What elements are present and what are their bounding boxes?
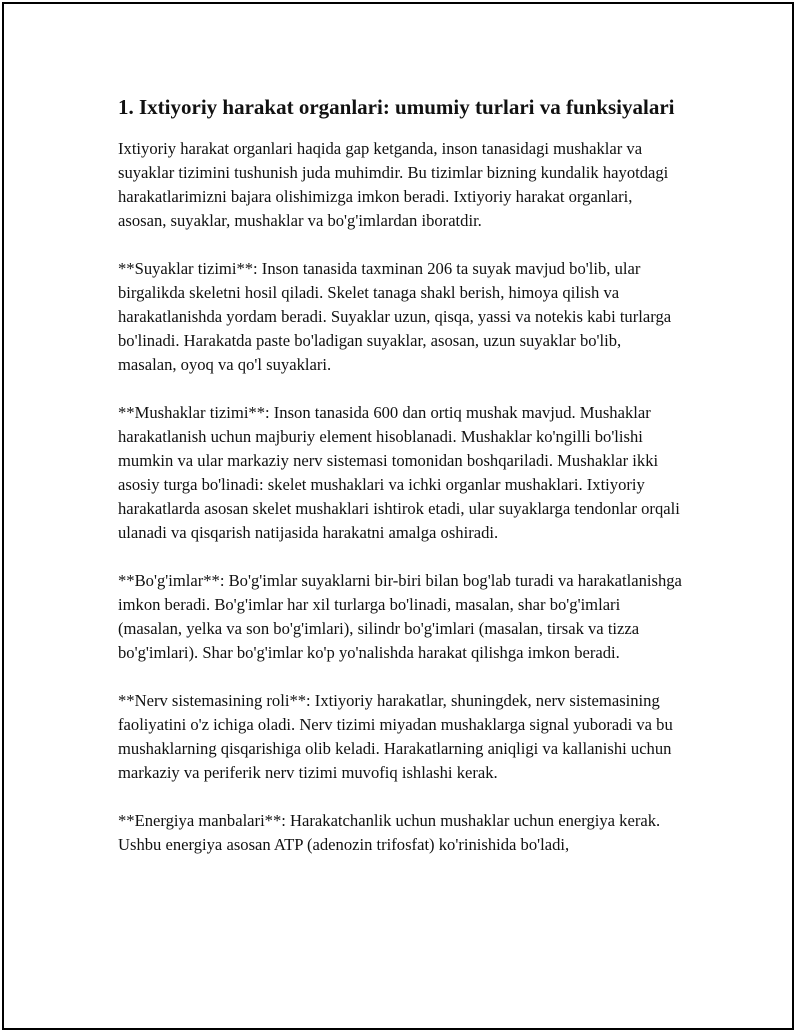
document-body (118, 93, 683, 881)
paragraph-nervous-system: **Nerv sistemasining roli**: Ixtiyoriy harakatlar, shuningdek, nerv sistemasining faoliyatini o'z ichiga oladi. Nerv tizimi miyadan mushaklarga signal yuboradi va bu mushaklarning qisqarishiga olib keladi. Harakatlarning aniqligi va kallanishi uchun markaziy va periferik nerv tizimi muvofiq ishlashi kerak. (118, 691, 673, 782)
paragraph-energy-sources: **Energiya manbalari**: Harakatchanlik uchun mushaklar uchun energiya kerak. Ushbu energiya asosan ATP (adenozin trifosfat) ko'rinishida bo'ladi, (118, 811, 661, 854)
paragraph-joints: **Bo'g'imlar**: Bo'g'imlar suyaklarni bir-biri bilan bog'lab turadi va harakatlanishga imkon beradi. Bo'g'imlar har xil turlarga bo'linadi, masalan, shar bo'g'imlari (masalan, yelka va son bo'g'imlari), silindr bo'g'imlari (masalan, tirsak va tizza bo'g'imlari). Shar bo'g'imlar ko'p yo'nalishda harakat qilishga imkon beradi. (118, 571, 682, 662)
paragraph-skeletal-system: **Suyaklar tizimi**: Inson tanasida taxminan 206 ta suyak mavjud bo'lib, ular birgalikda skeletni hosil qiladi. Skelet tanaga shakl berish, himoya qilish va harakatlanishda yordam beradi. Suyaklar uzun, qisqa, yassi va notekis kabi turlarga bo'linadi. Harakatda paste bo'ladigan suyaklar, asosan, uzun suyaklar bo'lib, masalan, oyoq va qo'l suyaklari. (118, 259, 672, 374)
paragraph-muscular-system: **Mushaklar tizimi**: Inson tanasida 600 dan ortiq mushak mavjud. Mushaklar harakatlanish uchun majburiy element hisoblanadi. Mushaklar ko'ngilli bo'lishi mumkin va ular markaziy nerv sistemasi tomonidan boshqariladi. Mushaklar ikki asosiy turga bo'linadi: skelet mushaklari va ichki organlar mushaklari. Ixtiyoriy harakatlarda asosan skelet mushaklari ishtirok etadi, ular suyaklarga tendonlar orqali ulanadi va qisqarish natijasida harakatni amalga oshiradi. (118, 403, 680, 542)
paragraph-intro: Ixtiyoriy harakat organlari haqida gap ketganda, inson tanasidagi mushaklar va suyaklar tizimini tushunish juda muhimdir. Bu tizimlar bizning kundalik hayotdagi harakatlarimizni bajara olishimizga imkon beradi. Ixtiyoriy harakat organlari, asosan, suyaklar, mushaklar va bo'g'imlardan iboratdir. (118, 139, 669, 230)
document-title: 1. Ixtiyoriy harakat organlari: umumiy turlari va funksiyalari (118, 95, 675, 119)
